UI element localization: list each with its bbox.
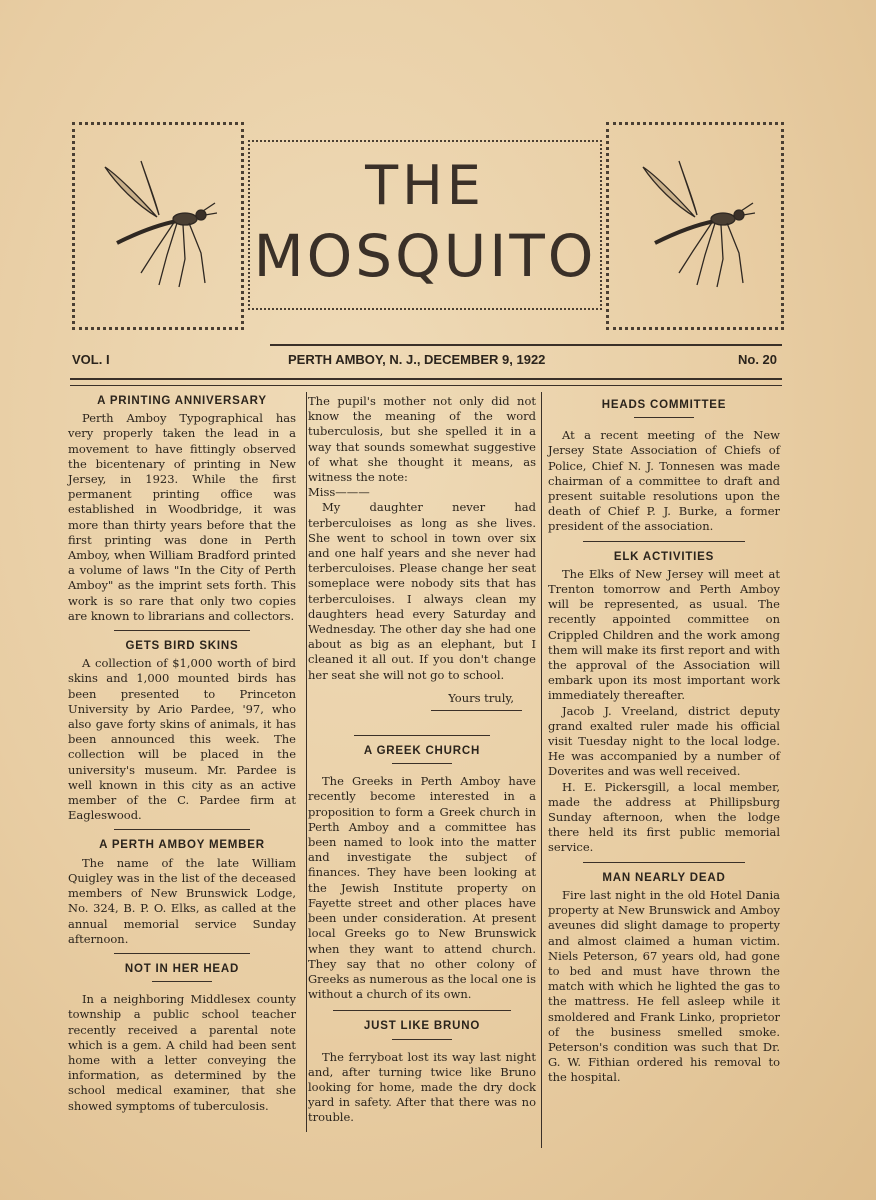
column-3 [548,398,780,1086]
column-divider [541,392,542,1148]
article-separator [583,862,745,863]
masthead-title-panel [248,140,602,310]
article-separator [392,763,451,764]
article-body: Fire last night in the old Hotel Dania property at New Brunswick and Amboy aveunes did slight damage to property and almost claimed a human victim. Niels Peterson, 67 years old, had gone to bed and must have thrown the match with which he lighted the gas to the mattress. He fell asleep while it smoldered and Frank Linko, proprietor of the business smelled smoke. Peterson's condition was such that Dr. G. W. Fithian ordered his removal to the hospital. [548,887,780,1085]
article-body: In a neighboring Middlesex county township a public school teacher recently received a parental note which is a gem. A child had been sent home with a letter conveying the information, as determined by the school medical examiner, that she showed symptoms of tuberculosis. [68,992,296,1113]
article-headline: NOT IN HER HEAD [124,962,240,975]
article-headline: JUST LIKE BRUNO [363,1020,481,1033]
mosquito-icon [97,155,217,295]
article-body: A collection of $1,000 worth of bird skins and 1,000 mounted birds has been presented to Princeton University by Ario Pardee, '97, who also gave forty skins of animals, it has been announced this week. The collection will be placed in the university's museum. Mr. Pardee is well known in this city as an active member of the C. Pardee firm at Eagleswood. [68,656,296,823]
masthead-right-panel [606,122,784,330]
dateline-bottom-rule [70,378,782,380]
article-body: The name of the late William Quigley was in the list of the deceased members of New Brunswick Lodge, No. 324, B. P. O. Elks, as called at the annual memorial service Sunday afternoon. [68,855,296,946]
masthead-left-panel [72,122,244,330]
letter-salutation: Miss——— [308,485,370,500]
dateline-top-rule [270,344,782,346]
article-body: The ferryboat lost its way last night and, after turning twice like Bruno looking for home, made the dry dock yard in safety. After that there was no trouble. [308,1049,536,1125]
masthead-title-line-1: THE [365,154,485,217]
article-separator [152,981,211,982]
issue-number-label: No. 20 [738,352,778,367]
article-separator [583,541,745,542]
article-body: Perth Amboy Typographical has very properly taken the lead in a movement to have fittingly observed the bicentenary of printing in New Jersey, in 1923. While the first permanent printing office was established in Woodbridge, it was more than thirty years before that the first printing was done in Perth Amboy, when William Bradford printed a volume of laws "In the City of Perth Amboy" as the imprint sets forth. This work is so rare that only two copies are known to librarians and collectors. [68,411,296,623]
letter-body: My daughter never had terberculoises as long as she lives. She went to school in town over six and one half years and she never had terberculoises. Please change her seat someplace were nobody sits that has terberculoises. I always clean my daughters head every Saturday and Wednesday. The other day she had one about as big as an elephant, but I cleaned it all out. If you don't change her seat she will not go to school. [308,500,536,682]
article-headline: A PRINTING ANNIVERSARY [97,395,267,407]
column-1 [68,394,296,1114]
letter-signoff: Yours truly, [448,690,514,705]
article-headline: GETS BIRD SKINS [125,640,239,653]
article-body: H. E. Pickersgill, a local member, made the address at Phillipsburg Sunday afternoon, when the lodge there held its first public memorial service. [548,779,780,855]
article-separator [333,1010,511,1011]
column-2 [308,394,536,1126]
article-body: Jacob J. Vreeland, district deputy grand exalted ruler made his official visit Tuesday night to the local lodge. He was accompanied by a number of Doverites and was well received. [548,703,780,779]
column-divider [306,392,307,1132]
masthead-title-line-2: MOSQUITO [253,222,597,290]
article-body: The Elks of New Jersey will meet at Trenton tomorrow and Perth Amboy will be represented, as usual. The recently appointed committee on Crippled Children and the work among them will make its first report and with the approval of the Association will embark upon its most important work immediately thereafter. [548,566,780,703]
article-headline: ELK ACTIVITIES [613,550,715,563]
article-separator [354,735,491,736]
article-body: At a recent meeting of the New Jersey State Association of Chiefs of Police, Chief N. J. Tonnesen was made chairman of a committee to draft and present suitable resolutions upon the death of Chief P. J. Burke, a former president of the association. [548,428,780,534]
dateline-bottom-rule-thin [70,385,782,386]
article-separator [634,417,694,418]
article-headline: A PERTH AMBOY MEMBER [99,839,265,852]
article-separator [114,953,251,954]
article-headline: MAN NEARLY DEAD [602,871,726,884]
article-headline: A GREEK CHURCH [363,745,481,758]
mosquito-icon [635,155,755,295]
article-separator [431,710,522,711]
volume-label: VOL. I [72,352,110,367]
article-separator [392,1039,451,1040]
article-headline: HEADS COMMITTEE [601,399,727,411]
article-body-continued: The pupil's mother not only did not know the meaning of the word tuberculosis, but she spelled it in a way that sounds somewhat suggestive of what she thought it means, as witness the note: [308,394,536,485]
article-separator [114,630,251,631]
article-separator [114,829,251,830]
article-body: The Greeks in Perth Amboy have recently become interested in a proposition to form a Greek church in Perth Amboy and a committee has been named to look into the matter and investigate the subject of finances. They have been looking at the Jewish Institute property on Fayette street and other places have been under consideration. At present local Greeks go to New Brunswick when they want to attend church. They say that no other colony of Greeks as numerous as the local one is without a church of its own. [308,774,536,1002]
place-date-label: PERTH AMBOY, N. J., DECEMBER 9, 1922 [288,352,546,367]
